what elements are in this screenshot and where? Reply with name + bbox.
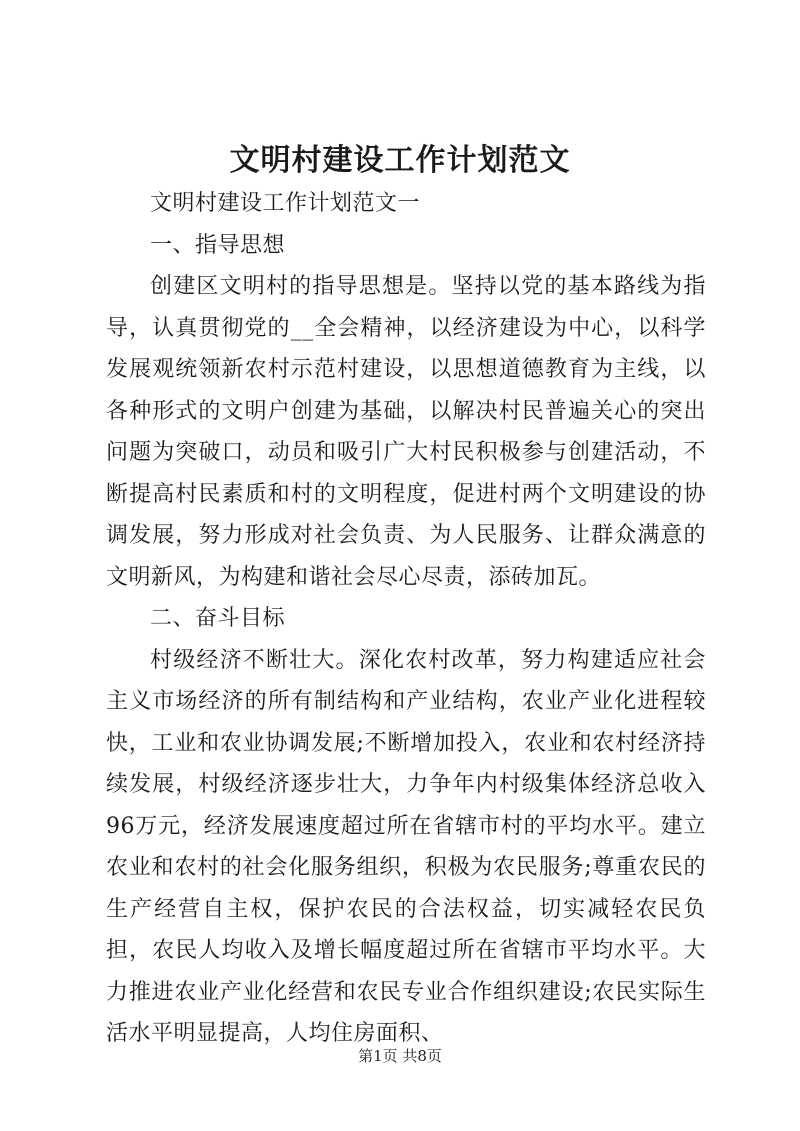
section-heading-guiding-ideology: 一、指导思想	[150, 232, 286, 258]
page-number-footer: 第1页 共8页	[358, 1047, 442, 1065]
section-paragraph-guiding-ideology: 创建区文明村的指导思想是。坚持以党的基本路线为指导，认真贯彻党的__全会精神，以经济建设为中心，以科学发展观统领新农村示范村建设，以思想道德教育为主线，以各种形式的文明户创建为基础，以解决村民普遍关心的突出问题为突破口，动员和吸引广大村民积极参与创建活动，不断提高村民素质和村的文明程度，促进村两个文明建设的协调发展，努力形成对社会负责、为人民服务、让群众满意的文明新风，为构建和谐社会尽心尽责，添砖加瓦。	[106, 274, 706, 590]
document-title: 文明村建设工作计划范文	[229, 143, 571, 178]
section-paragraph-goals: 村级经济不断壮大。深化农村改革，努力构建适应社会主义市场经济的所有制结构和产业结构，农业产业化进程较快，工业和农业协调发展;不断增加投入，农业和农村经济持续发展，村级经济逐步壮大，力争年内村级集体经济总收入96万元，经济发展速度超过所在省辖市村的平均水平。建立农业和农村的社会化服务组织，积极为农民服务;尊重农民的生产经营自主权，保护农民的合法权益，切实减轻农民负担，农民人均收入及增长幅度超过所在省辖市平均水平。大力推进农业产业化经营和农民专业合作组织建设;农民实际生活水平明显提高，人均住房面积、	[106, 647, 706, 1046]
document-subtitle: 文明村建设工作计划范文一	[150, 191, 421, 216]
section-heading-goals: 二、奋斗目标	[150, 606, 286, 631]
document-body	[106, 183, 706, 1055]
